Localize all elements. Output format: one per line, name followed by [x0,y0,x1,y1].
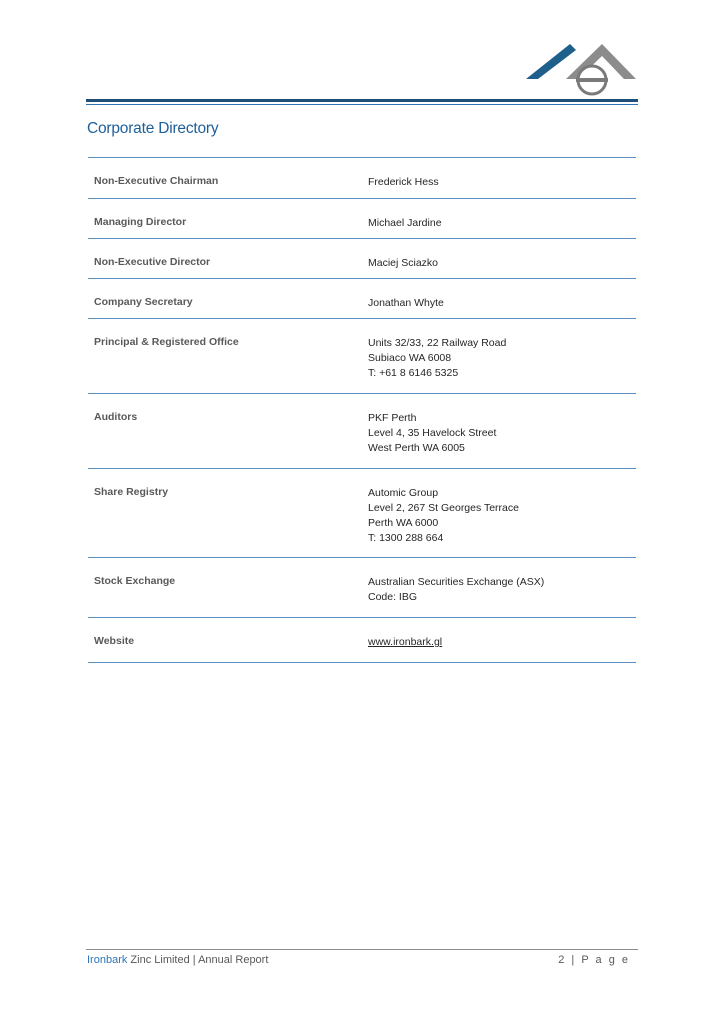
directory-value-line: Michael Jardine [368,217,442,229]
directory-row [88,239,636,279]
directory-value [368,575,544,605]
directory-label: Stock Exchange [94,575,176,587]
directory-value-line: West Perth WA 6005 [368,442,465,454]
footer-report-name: Zinc Limited | Annual Report [127,954,269,966]
directory-value-line: T: +61 8 6146 5325 [368,367,459,379]
directory-row [88,279,636,319]
directory-label: Principal & Registered Office [94,336,239,348]
directory-value [368,296,444,311]
corporate-directory-table [88,157,636,663]
directory-row [88,319,636,394]
footer-brand: Ironbark [87,954,128,966]
directory-value [368,256,438,271]
directory-row [88,158,636,199]
directory-value-line: Units 32/33, 22 Railway Road [368,337,507,349]
header-rule [86,99,638,106]
directory-label: Company Secretary [94,296,193,308]
directory-value-line: Level 4, 35 Havelock Street [368,427,497,439]
page-title: Corporate Directory [87,120,219,137]
directory-label: Share Registry [94,486,169,498]
directory-value [368,635,442,650]
directory-value-line: Level 2, 267 St Georges Terrace [368,502,519,514]
header-rule-thick [86,99,638,102]
logo-blue-peak [526,44,576,79]
directory-value-line: Frederick Hess [368,176,439,188]
directory-value [368,336,506,381]
directory-value-line: Subiaco WA 6008 [368,352,452,364]
footer-rule [86,949,638,950]
directory-value [368,486,519,546]
logo-circle-bar [576,78,608,82]
directory-value [368,175,439,190]
directory-row [88,618,636,663]
directory-value-line: Automic Group [368,487,439,499]
directory-label: Non-Executive Chairman [94,175,219,187]
directory-value-line: T: 1300 288 664 [368,532,444,544]
directory-label: Managing Director [94,216,187,228]
website-link[interactable]: www.ironbark.gl [368,636,443,648]
directory-value-line: Perth WA 6000 [368,517,439,529]
directory-label: Auditors [94,411,138,423]
directory-label: Non-Executive Director [94,256,211,268]
directory-value [368,411,496,456]
directory-value-line: Code: IBG [368,591,418,603]
directory-row [88,558,636,618]
directory-value-line: Maciej Sciazko [368,257,439,269]
company-logo [526,42,638,96]
header-rule-thin [86,104,638,105]
footer-company [87,954,268,966]
footer-page-number: 2 | P a g e [558,954,630,966]
directory-value [368,216,442,231]
directory-row [88,394,636,469]
directory-row [88,199,636,239]
directory-row [88,469,636,558]
directory-value-line: Australian Securities Exchange (ASX) [368,576,545,588]
directory-value-line: PKF Perth [368,412,417,424]
directory-value-line: Jonathan Whyte [368,297,444,309]
directory-label: Website [94,635,135,647]
